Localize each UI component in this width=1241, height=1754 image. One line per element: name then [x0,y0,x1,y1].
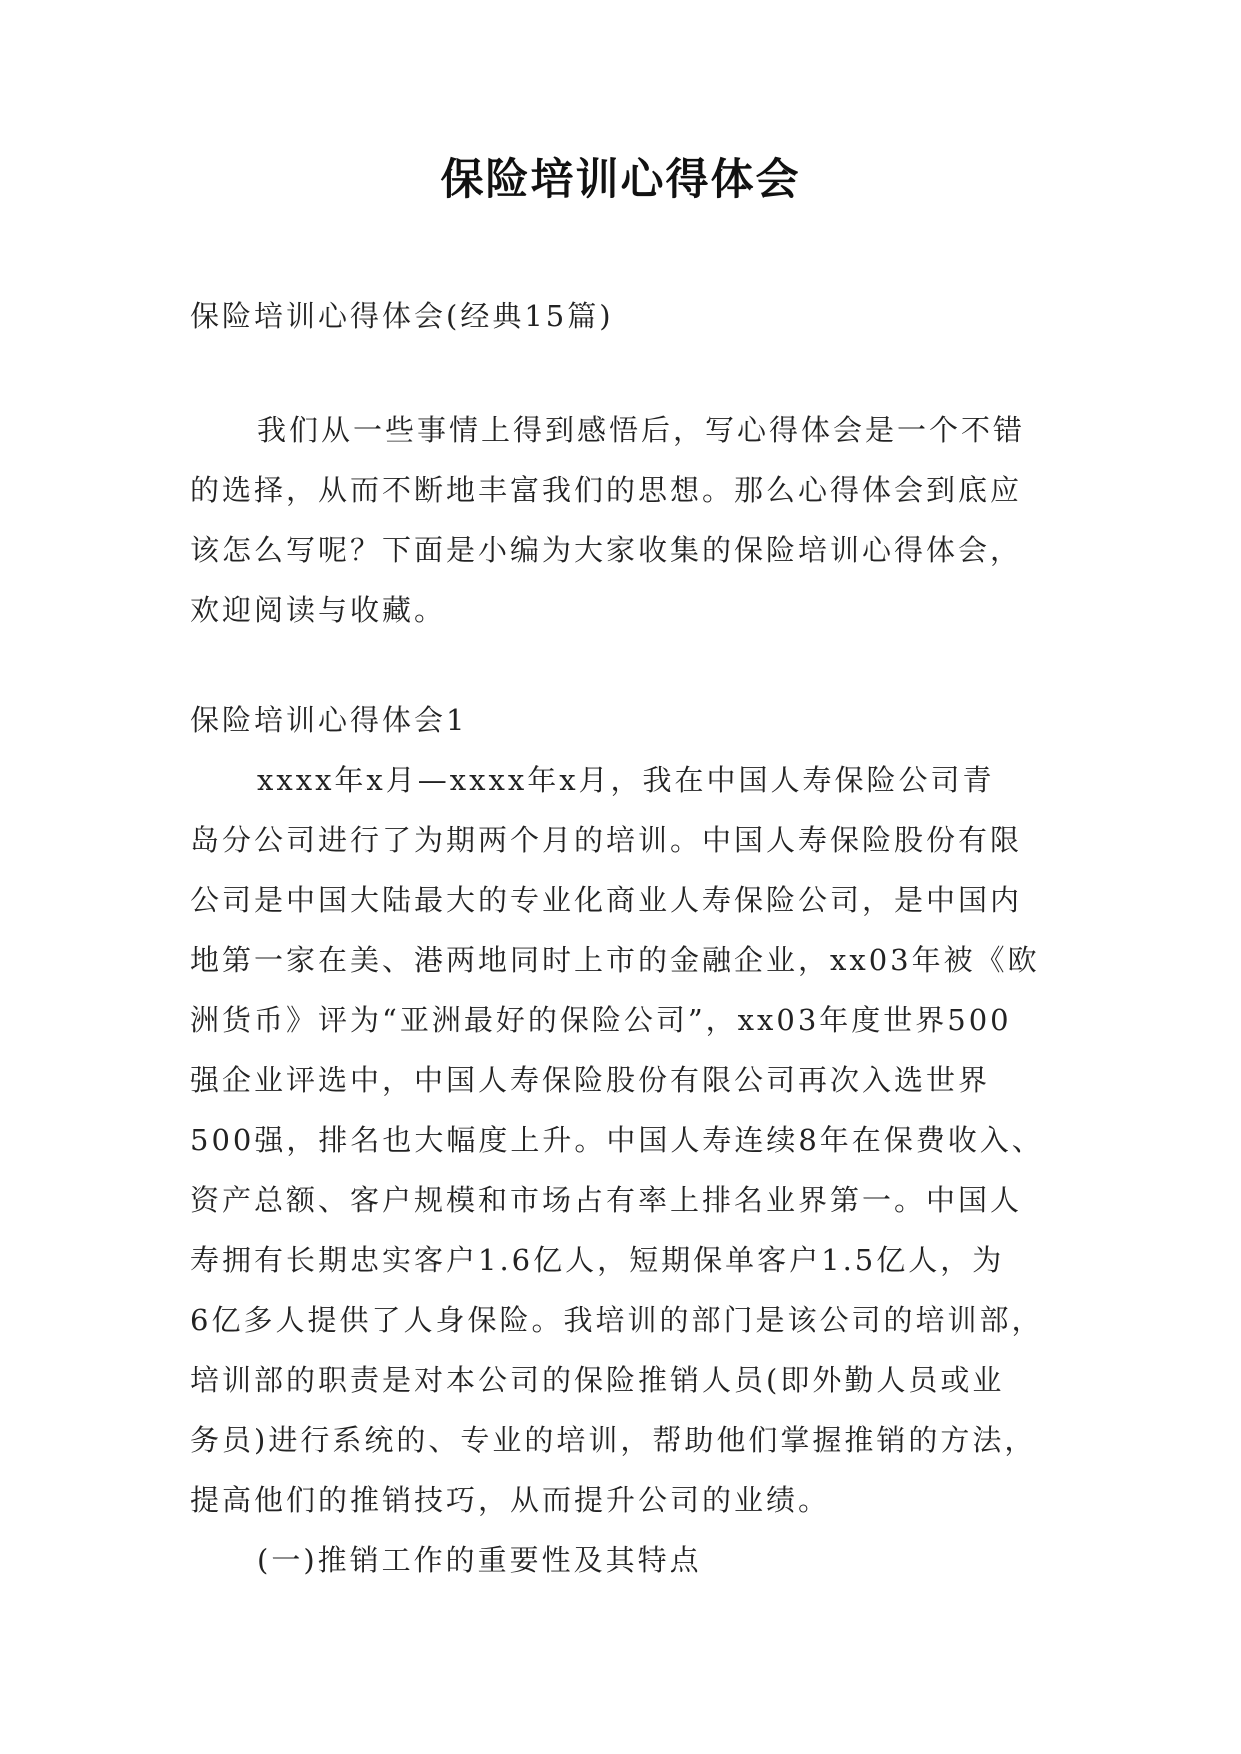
body-line: 强企业评选中，中国人寿保险股份有限公司再次入选世界 [190,1063,991,1097]
body-line: 务员)进行系统的、专业的培训，帮助他们掌握推销的方法， [190,1423,1037,1457]
body-line: 培训部的职责是对本公司的保险推销人员(即外勤人员或业 [190,1363,1005,1397]
intro-line: 欢迎阅读与收藏。 [190,593,447,627]
intro-paragraph [190,400,1070,640]
body-line: 地第一家在美、港两地同时上市的金融企业，xx03年被《欧 [190,943,1040,977]
section-subheading: (一)推销工作的重要性及其特点 [257,1543,702,1577]
body-line: 500强，排名也大幅度上升。中国人寿连续8年在保费收入、 [190,1123,1044,1157]
document-subtitle-block [190,286,1070,346]
body-line: 资产总额、客户规模和市场占有率上排名业界第一。中国人 [190,1183,1023,1217]
body-line: 公司是中国大陆最大的专业化商业人寿保险公司，是中国内 [190,883,1023,917]
body-line: 洲货币》评为“亚洲最好的保险公司”，xx03年度世界500 [190,1003,1012,1037]
intro-line: 我们从一些事情上得到感悟后，写心得体会是一个不错 [257,413,1026,447]
body-line: xxxx年x月—xxxx年x月，我在中国人寿保险公司青 [257,763,995,797]
section-heading: 保险培训心得体会1 [190,703,468,737]
intro-line: 该怎么写呢？下面是小编为大家收集的保险培训心得体会， [190,533,1023,567]
document-subtitle: 保险培训心得体会(经典15篇) [190,299,614,333]
section-1 [190,690,1070,1590]
body-line: 提高他们的推销技巧，从而提升公司的业绩。 [190,1483,831,1517]
page-title: 保险培训心得体会 [440,155,801,205]
body-line: 岛分公司进行了为期两个月的培训。中国人寿保险股份有限 [190,823,1023,857]
intro-line: 的选择，从而不断地丰富我们的思想。那么心得体会到底应 [190,473,1023,507]
body-line: 寿拥有长期忠实客户1.6亿人，短期保单客户1.5亿人，为 [190,1243,1005,1277]
body-line: 6亿多人提供了人身保险。我培训的部门是该公司的培训部， [190,1303,1044,1337]
